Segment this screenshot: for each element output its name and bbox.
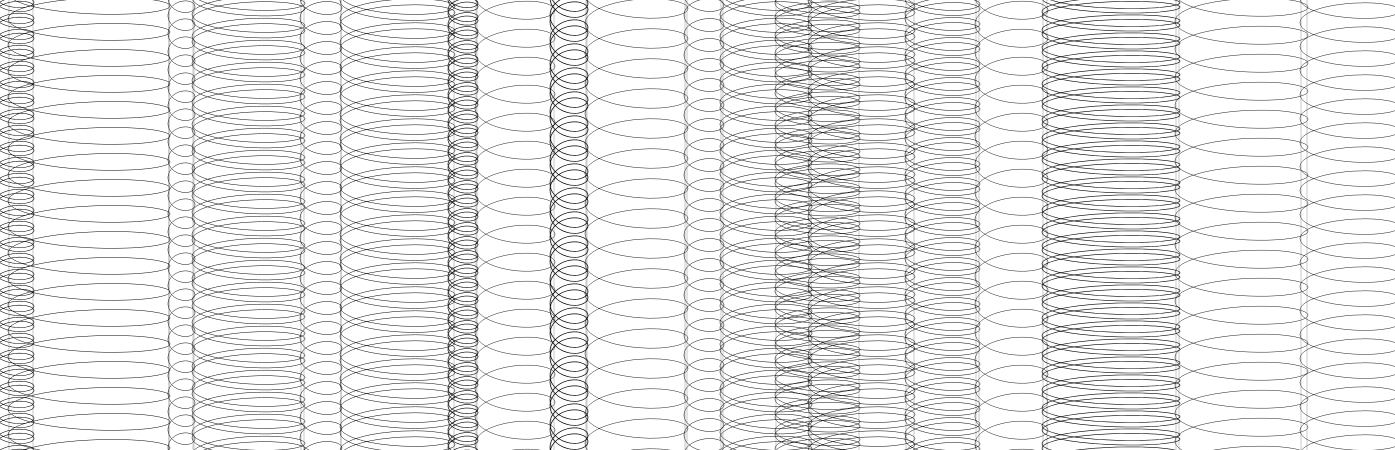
- pattern-band-8-trace-1: [475, 0, 555, 450]
- pattern-band-18-trace-1: [1175, 0, 1308, 450]
- pattern-band-15-trace-1: [905, 0, 980, 450]
- pattern-band-17-trace-1: [1042, 0, 1180, 450]
- pattern-band-19-trace-1: [1300, 0, 1395, 450]
- pattern-band-7-trace-1: [448, 0, 478, 450]
- pattern-band-16-trace-1: [975, 0, 1048, 450]
- pattern-band-2-trace-1: [8, 0, 170, 450]
- pattern-band-7-trace-2: [448, 0, 478, 450]
- pattern-band-5-trace-1: [300, 0, 342, 450]
- pattern-band-6-trace-2: [340, 0, 455, 450]
- pattern-band-10-trace-1: [585, 0, 688, 450]
- pattern-band-6-trace-1: [340, 0, 455, 450]
- pattern-band-4-trace-2: [192, 0, 305, 450]
- pattern-band-11-trace-1: [684, 0, 724, 450]
- pattern-band-3-trace-1: [168, 0, 195, 450]
- pattern-band-15-trace-2: [905, 0, 980, 450]
- pattern-band-17-trace-2: [1042, 0, 1180, 450]
- pattern-band-9-trace-2: [550, 0, 588, 450]
